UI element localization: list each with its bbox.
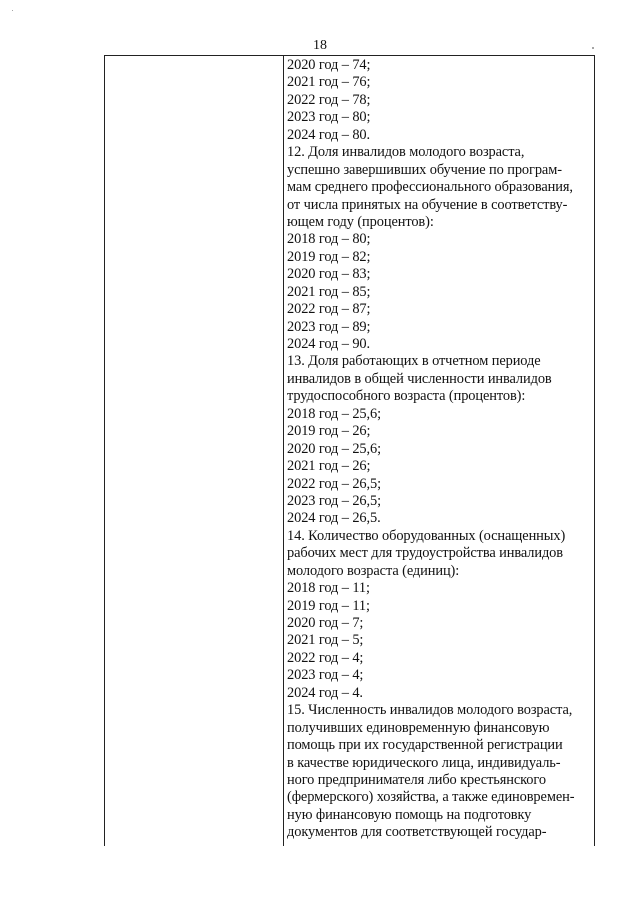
text-line: документов для соответствующей государ- [287, 824, 547, 841]
text-line: 2023 год – 89; [287, 318, 371, 335]
text-line: 2022 год – 4; [287, 649, 364, 666]
page-number: 18 [313, 38, 327, 53]
text-line: молодого возраста (единиц): [287, 562, 460, 579]
text-line: 2019 год – 26; [287, 423, 371, 440]
text-line: 2021 год – 85; [287, 283, 371, 300]
text-line: мам среднего профессионального образования, [287, 179, 573, 196]
text-line: 2021 год – 26; [287, 458, 371, 475]
text-line: помощь при их государственной регистрации [287, 737, 563, 754]
text-line: 2023 год – 26,5; [287, 492, 381, 509]
column-divider [283, 56, 284, 846]
text-line: 13. Доля работающих в отчетном периоде [287, 353, 541, 370]
text-line: 2020 год – 83; [287, 266, 371, 283]
text-line: 2024 год – 90. [287, 336, 371, 352]
text-line: 2020 год – 25,6; [287, 440, 381, 457]
text-line: 2023 год – 4; [287, 667, 364, 684]
document-table [104, 55, 595, 846]
text-line: 14. Количество оборудованных (оснащенных) [287, 527, 566, 544]
scan-speck [12, 10, 13, 11]
text-line: 2022 год – 78; [287, 91, 371, 108]
text-line: 2018 год – 80; [287, 231, 371, 248]
text-line: трудоспособного возраста (процентов): [287, 388, 526, 405]
text-line: 2024 год – 80. [287, 126, 371, 143]
text-line: 2020 год – 74; [287, 57, 371, 73]
text-line: 2024 год – 26,5. [287, 510, 381, 527]
text-line: инвалидов в общей численности инвалидов [287, 370, 552, 387]
text-line: 2021 год – 76; [287, 74, 371, 91]
text-line: 12. Доля инвалидов молодого возраста, [287, 144, 525, 161]
text-line: 2023 год – 80; [287, 109, 371, 126]
text-line: ющем году (процентов): [287, 213, 434, 230]
text-line: 2021 год – 5; [287, 632, 364, 649]
text-line: 2019 год – 11; [287, 597, 370, 614]
text-line: рабочих мест для трудоустройства инвалидов [287, 545, 563, 562]
text-line: от числа принятых на обучение в соответству- [287, 196, 568, 213]
text-line: ного предпринимателя либо крестьянского [287, 771, 546, 788]
text-line: ную финансовую помощь на подготовку [287, 806, 532, 823]
text-line: получивших единовременную финансовую [287, 719, 550, 736]
text-line: в качестве юридического лица, индивидуаль- [287, 754, 561, 771]
text-line: успешно завершивших обучение по програм- [287, 161, 562, 178]
text-line: 2020 год – 7; [287, 615, 364, 631]
text-line: 15. Численность инвалидов молодого возраста, [287, 702, 573, 719]
text-line: 2024 год – 4. [287, 684, 363, 701]
scan-speck [592, 47, 594, 49]
text-line: 2018 год – 25,6; [287, 405, 381, 422]
text-line: 2022 год – 26,5; [287, 475, 381, 492]
indicator-text-column [287, 57, 595, 842]
text-line: 2019 год – 82; [287, 248, 371, 265]
text-line: (фермерского) хозяйства, а также единовремен- [287, 789, 575, 806]
text-line: 2018 год – 11; [287, 580, 370, 597]
text-line: 2022 год – 87; [287, 301, 371, 318]
